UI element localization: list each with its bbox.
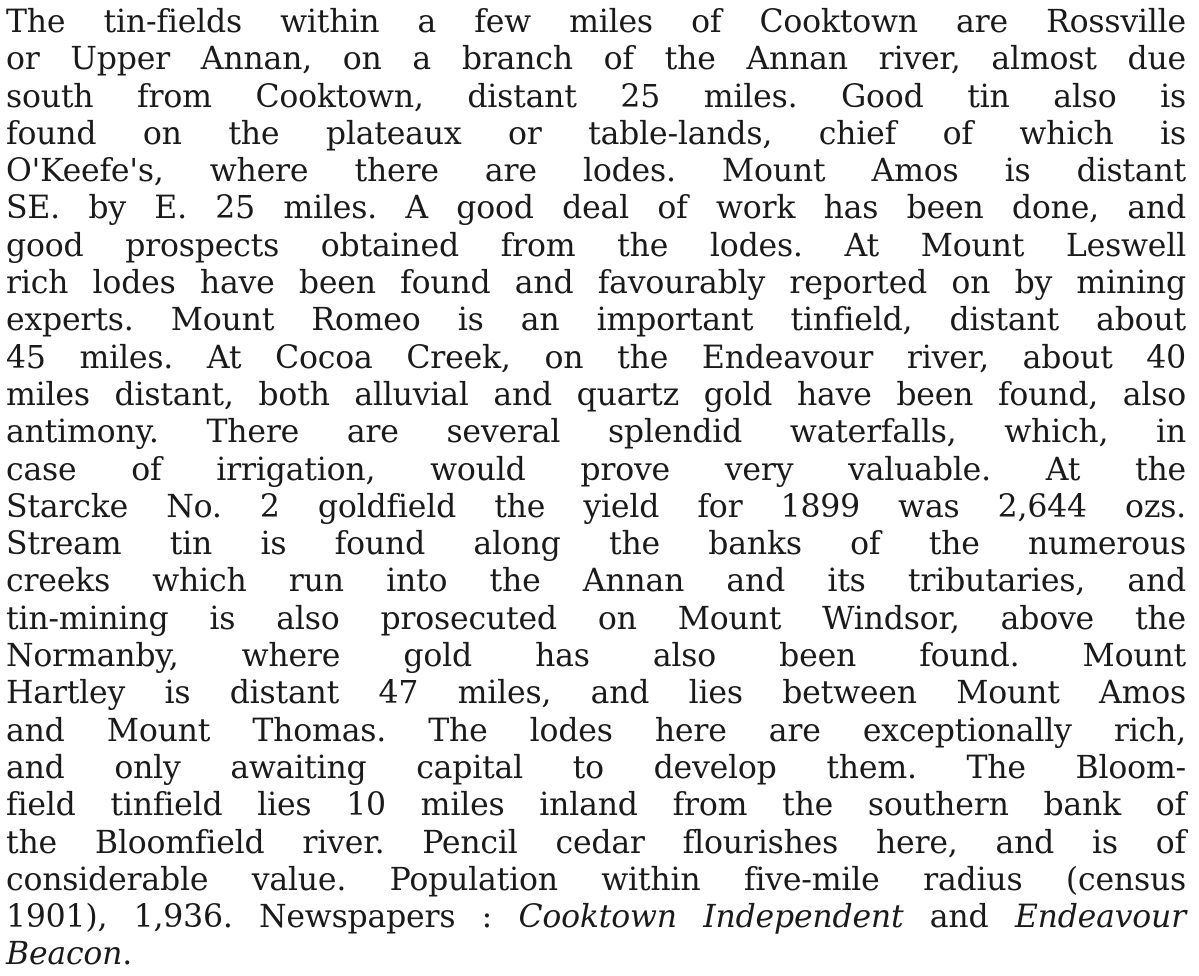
text-segment: good prospects obtained from the lodes. At Mount Leswell xyxy=(6,227,1186,264)
text-segment: or Upper Annan, on a branch of the Annan river, almost due xyxy=(6,41,1186,78)
text-line xyxy=(6,79,1186,116)
text-line xyxy=(6,601,1186,638)
text-line xyxy=(6,750,1186,787)
text-line xyxy=(6,228,1186,265)
text-segment: rich lodes have been found and favourably reported on by mining xyxy=(6,265,1186,302)
text-line xyxy=(6,899,1186,936)
text-segment: south from Cooktown, distant 25 miles. Good tin also is xyxy=(6,78,1186,115)
text-line xyxy=(6,713,1186,750)
text-segment: Normanby, where gold has also been found. Mount xyxy=(6,638,1186,675)
text-segment: . xyxy=(122,936,133,973)
text-line xyxy=(6,190,1186,227)
text-segment: 45 miles. At Cocoa Creek, on the Endeavour river, about 40 xyxy=(6,339,1186,376)
text-line xyxy=(6,4,1186,41)
text-segment: antimony. There are several splendid waterfalls, which, in xyxy=(6,414,1186,451)
text-segment: and only awaiting capital to develop them. The Bloom- xyxy=(6,749,1186,786)
italic-text-segment: Endeavour xyxy=(1014,899,1187,936)
text-segment: O'Keefe's, where there are lodes. Mount Amos is distant xyxy=(6,153,1186,190)
text-segment: found on the plateaux or table-lands, chief of which is xyxy=(6,115,1186,152)
text-line xyxy=(6,265,1186,302)
text-segment: case of irrigation, would prove very valuable. At the xyxy=(6,451,1186,488)
text-line xyxy=(6,452,1186,489)
text-line xyxy=(6,116,1186,153)
text-segment: 1901), 1,936. Newspapers : xyxy=(6,899,519,936)
text-line xyxy=(6,787,1186,824)
text-line xyxy=(6,489,1186,526)
text-segment: tin-mining is also prosecuted on Mount Windsor, above the xyxy=(6,600,1186,637)
text-line xyxy=(6,340,1186,377)
text-line xyxy=(6,302,1186,339)
text-line xyxy=(6,862,1186,899)
text-segment: The tin-fields within a few miles of Cooktown are Rossville xyxy=(6,4,1186,40)
text-segment: miles distant, both alluvial and quartz gold have been found, also xyxy=(6,376,1186,413)
text-segment: Stream tin is found along the banks of the numerous xyxy=(6,526,1186,563)
text-line xyxy=(6,41,1186,78)
text-segment: and Mount Thomas. The lodes here are exceptionally rich, xyxy=(6,712,1186,749)
text-segment: creeks which run into the Annan and its tributaries, and xyxy=(6,563,1186,600)
text-line xyxy=(6,675,1186,712)
text-line xyxy=(6,526,1186,563)
text-line xyxy=(6,414,1186,451)
italic-text-segment: Cooktown Independent xyxy=(518,899,904,936)
text-line xyxy=(6,936,1186,973)
text-line xyxy=(6,377,1186,414)
text-line xyxy=(6,563,1186,600)
italic-text-segment: Beacon xyxy=(6,936,123,973)
text-segment: considerable value. Population within five-mile radius (census xyxy=(6,861,1186,898)
text-segment: experts. Mount Romeo is an important tinfield, distant about xyxy=(6,302,1186,339)
text-segment: Hartley is distant 47 miles, and lies between Mount Amos xyxy=(6,675,1186,712)
text-line xyxy=(6,638,1186,675)
text-line xyxy=(6,153,1186,190)
text-segment: field tinfield lies 10 miles inland from the southern bank of xyxy=(6,787,1186,824)
text-segment: and xyxy=(903,899,1015,936)
text-segment: Starcke No. 2 goldfield the yield for 1899 was 2,644 ozs. xyxy=(6,488,1186,525)
document-page xyxy=(6,4,1186,974)
text-line xyxy=(6,825,1186,862)
text-body xyxy=(6,4,1186,974)
text-segment: SE. by E. 25 miles. A good deal of work has been done, and xyxy=(6,190,1186,227)
text-segment: the Bloomfield river. Pencil cedar flourishes here, and is of xyxy=(6,824,1186,861)
